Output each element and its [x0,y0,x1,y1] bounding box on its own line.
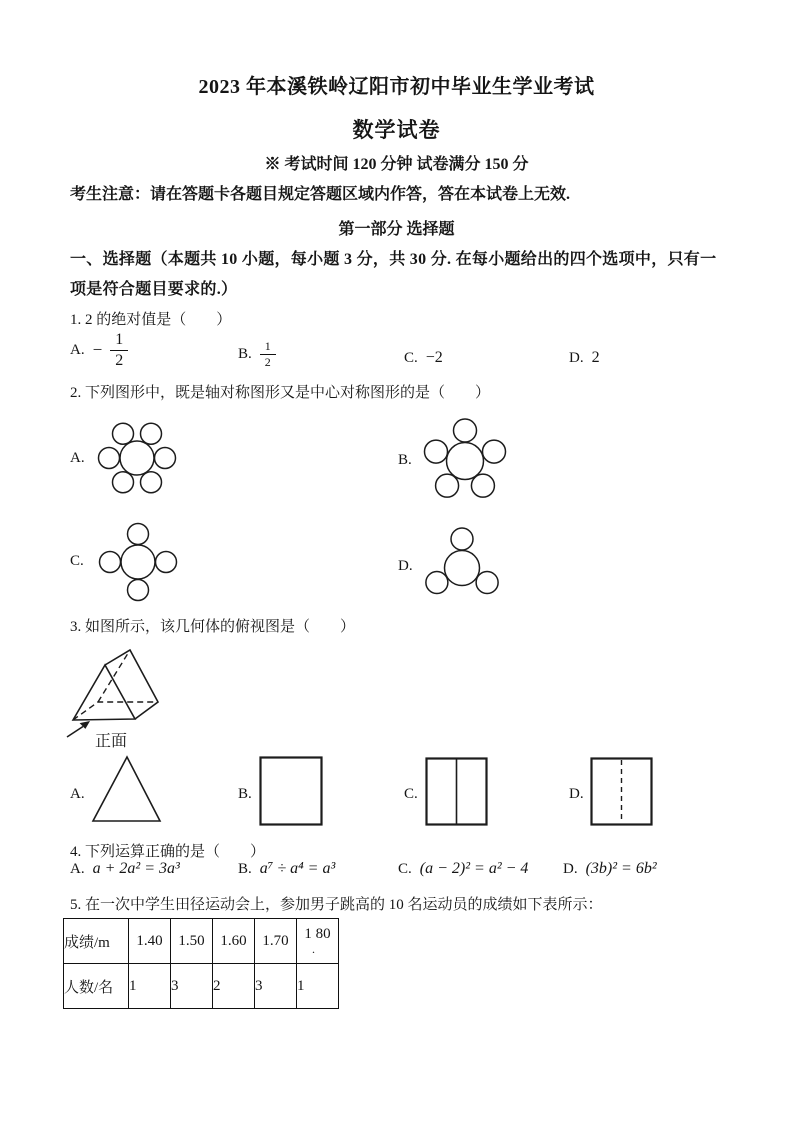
q4-option-b-label: B. [238,860,252,877]
q1-option-d-label: D. [569,349,584,366]
q3-stem: 3. 如图所示，该几何体的俯视图是（ ） [70,619,356,635]
q3-option-a-label: A. [70,786,85,802]
count-cell: 3 [255,964,297,1009]
score-cell: 1.70 [255,919,297,964]
choice-section-intro-line2: 项是符合题目要求的.） [70,281,238,298]
q5-stem: 5. 在一次中学生田径运动会上，参加男子跳高的 10 名运动员的成绩如下表所示： [70,897,603,913]
q3-option-b-label: B. [238,786,252,802]
q4-option-d-label: D. [563,860,578,877]
q3-option-c-label: C. [404,786,418,802]
score-row-header: 成绩/m [64,919,129,964]
front-face-arrow-icon [67,721,90,737]
q4-option-c-label: C. [398,860,412,877]
flower-5-circles-icon [417,413,513,509]
count-cell: 2 [213,964,255,1009]
flower-6-circles-icon [89,410,185,506]
count-row [64,964,339,1009]
flower-4-circles-icon [90,514,186,610]
q4-option-c [398,860,528,878]
paper-subtitle: 数学试卷 [352,118,441,142]
q2-option-d-label: D. [398,558,413,574]
count-cell: 1 [129,964,171,1009]
count-row-header: 人数/名 [64,964,129,1009]
q4-option-c-formula: (a − 2)² = a² − 4 [419,860,529,877]
q1-option-a [70,331,128,370]
q1-option-c [404,349,443,367]
count-cell: 1 [297,964,339,1009]
count-cell: 3 [171,964,213,1009]
q1-stem: 1. 2 的绝对值是（ ） [70,312,232,328]
q1-option-b-label: B. [238,346,252,363]
exam-info: ※ 考试时间 120 分钟 试卷满分 150 分 [264,156,529,173]
score-cell: 1 80 . [297,919,339,964]
q1-option-c-label: C. [404,349,418,366]
q4-option-a-label: A. [70,860,85,877]
q4-option-a [70,860,180,878]
q4-option-b [238,860,335,878]
front-face-label: 正面 [95,733,128,750]
fraction-one-half: $\frac{1}{2}$ [110,331,128,370]
triangular-prism-figure [63,640,173,752]
q2-option-c-label: C. [70,553,84,569]
q1-option-d-value: 2 [591,349,600,366]
q4-option-d-formula: (3b)² = 6b² [585,860,657,877]
flower-3-circles-icon [414,520,510,616]
triangle-shape [90,754,162,824]
square-shape [259,756,323,826]
minus-sign: − [92,340,103,360]
part-one-header: 第一部分 选择题 [338,221,455,238]
q2-stem: 2. 下列图形中，既是轴对称图形又是中心对称图形的是（ ） [70,385,491,401]
q4-stem: 4. 下列运算正确的是（ ） [70,844,266,860]
square-with-vertical-line-shape [425,757,488,826]
choice-section-intro-line1: 一、选择题（本题共 10 小题，每小题 3 分，共 30 分. 在每小题给出的四个选项中，只有一 [70,251,717,268]
score-cell: 1.60 [213,919,255,964]
score-table [63,918,339,1009]
q4-option-a-formula: a + 2a² = 3a³ [92,860,180,877]
q2-option-a-label: A. [70,450,85,466]
q4-option-b-formula: a⁷ ÷ a⁴ = a³ [259,860,336,877]
score-cell: 1.50 [171,919,213,964]
candidate-notice: 考生注意：请在答题卡各题目规定答题区域内作答，答在本试卷上无效. [70,186,571,203]
q1-option-b [238,340,276,370]
q1-option-a-label: A. [70,341,85,358]
q4-option-d [563,860,657,878]
q1-option-d [569,349,600,367]
q3-option-d-label: D. [569,786,584,802]
q1-option-c-value: −2 [425,349,443,366]
square-with-dashed-vertical-line-shape [590,757,653,826]
page-title: 2023 年本溪铁岭辽阳市初中毕业生学业考试 [198,76,595,98]
score-cell: 1.40 [129,919,171,964]
q2-option-b-label: B. [398,452,412,468]
fraction-one-half: $\frac{1}{2}$ [260,340,276,370]
score-row [64,919,339,964]
